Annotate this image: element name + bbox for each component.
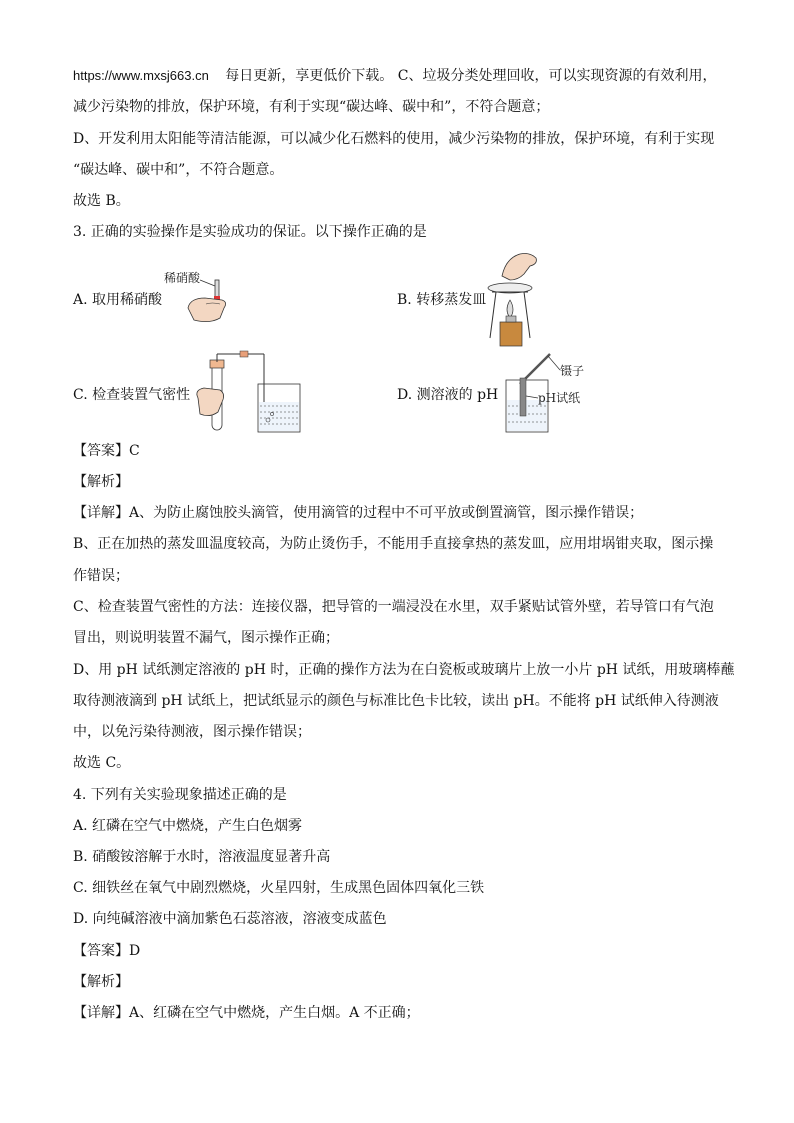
question-4: 4. 下列有关实验现象描述正确的是 bbox=[73, 787, 287, 803]
q3-detail-line: 故选 C。 bbox=[73, 755, 131, 771]
q3-answer: 【答案】C bbox=[73, 443, 140, 459]
question-3: 3. 正确的实验操作是实验成功的保证。以下操作正确的是 bbox=[73, 224, 427, 240]
label-dilute-nitric-acid: 稀硝酸 bbox=[164, 271, 201, 285]
q3-option-c: C. 检查装置气密性 bbox=[73, 387, 191, 403]
figure-c-airtightness bbox=[180, 348, 305, 438]
q4-option-d: D. 向纯碱溶液中滴加紫色石蕊溶液，溶液变成蓝色 bbox=[73, 911, 387, 927]
figure-d-ph-test bbox=[500, 350, 610, 435]
q3-detail-line: B、正在加热的蒸发皿温度较高，为防止烫伤手，不能用手直接拿热的蒸发皿，应用坩埚钳夹取，图示操 bbox=[73, 536, 714, 552]
q3-option-d: D. 测溶液的 pH bbox=[397, 387, 499, 403]
q3-detail-line: C、检查装置气密性的方法：连接仪器，把导管的一端浸没在水里，双手紧贴试管外壁，若导管口有气泡 bbox=[73, 599, 714, 615]
q4-answer: 【答案】D bbox=[73, 943, 141, 959]
q4-option-b: B. 硝酸铵溶解于水时，溶液温度显著升高 bbox=[73, 849, 331, 865]
label-ph-paper: pH试纸 bbox=[538, 391, 581, 405]
text-line: 故选 B。 bbox=[73, 193, 130, 209]
q3-detail-line: 作错误； bbox=[73, 568, 129, 584]
text-line: C、垃圾分类处理回收，可以实现资源的有效利用， bbox=[397, 68, 717, 84]
figure-b-evaporating-dish bbox=[480, 248, 550, 353]
q3-option-a: A. 取用稀硝酸 bbox=[73, 292, 163, 308]
source-url[interactable]: https://www.mxsj663.cn bbox=[73, 68, 209, 83]
q3-analysis-heading: 【解析】 bbox=[73, 474, 129, 490]
q3-option-b: B. 转移蒸发皿 bbox=[397, 292, 487, 308]
text-line: “碳达峰、碳中和”，不符合题意。 bbox=[73, 162, 284, 178]
text-line: 减少污染物的排放，保护环境，有利于实现“碳达峰、碳中和”，不符合题意； bbox=[73, 99, 550, 115]
text-line: D、开发利用太阳能等清洁能源，可以减少化石燃料的使用，减少污染物的排放，保护环境，有利于实现 bbox=[73, 131, 715, 147]
figure-a-dropper bbox=[160, 268, 240, 326]
q4-detail-line: 【详解】A、红磷在空气中燃烧，产生白烟。A 不正确； bbox=[73, 1005, 420, 1021]
header-line bbox=[73, 66, 716, 86]
header-slogan: 每日更新，享更低价下载。 bbox=[225, 68, 394, 84]
q3-detail-line: D、用 pH 试纸测定溶液的 pH 时，正确的操作方法为在白瓷板或玻璃片上放一小片 pH 试纸，用玻璃棒蘸 bbox=[73, 662, 735, 678]
q4-analysis-heading: 【解析】 bbox=[73, 974, 129, 990]
label-tweezers: 镊子 bbox=[560, 364, 585, 378]
q3-detail-line: 中，以免污染待测液，图示操作错误； bbox=[73, 724, 311, 740]
q4-option-c: C. 细铁丝在氧气中剧烈燃烧，火星四射，生成黑色固体四氧化三铁 bbox=[73, 880, 485, 896]
q4-option-a: A. 红磷在空气中燃烧，产生白色烟雾 bbox=[73, 818, 303, 834]
q3-detail-line: 取待测液滴到 pH 试纸上，把试纸显示的颜色与标准比色卡比较，读出 pH。不能将 pH 试纸伸入待测液 bbox=[73, 693, 719, 709]
q3-detail-line: 【详解】A、为防止腐蚀胶头滴管，使用滴管的过程中不可平放或倒置滴管，图示操作错误； bbox=[73, 505, 644, 521]
q3-detail-line: 冒出，则说明装置不漏气，图示操作正确； bbox=[73, 630, 339, 646]
